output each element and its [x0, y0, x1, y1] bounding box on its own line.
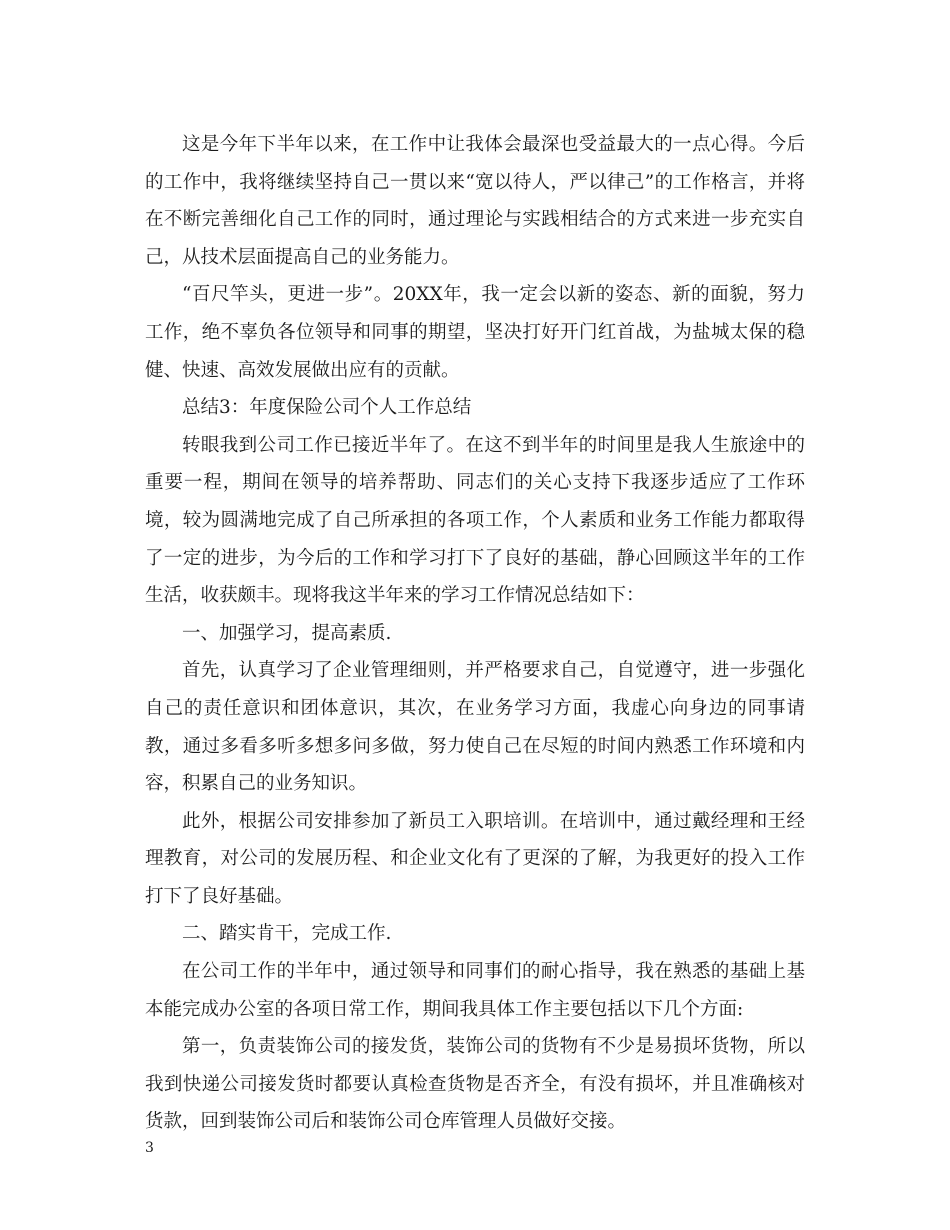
paragraph-2: “百尺竿头，更进一步”。20XX年，我一定会以新的姿态、新的面貌，努力工作，绝不辜负各位领导和同事的期望，坚决打好开门红首战，为盐城太保的稳健、快速、高效发展做出应有的贡献。	[145, 284, 805, 381]
paragraph-6: 首先，认真学习了企业管理细则，并严格要求自己，自觉遵守，进一步强化自己的责任意识和团体意识，其次，在业务学习方面，我虚心向身边的同事请教，通过多看多听多想多问多做，努力使自己在尽短的时间内熟悉工作环境和内容，积累自己的业务知识。	[145, 660, 805, 795]
section-heading-summary-3: 总结3：年度保险公司个人工作总结	[182, 397, 472, 419]
section-heading-2: 二、踏实肯干，完成工作.	[182, 923, 392, 945]
paragraph-7: 此外，根据公司安排参加了新员工入职培训。在培训中，通过戴经理和王经理教育，对公司的发展历程、和企业文化有了更深的了解，为我更好的投入工作打下了良好基础。	[145, 810, 805, 907]
paragraph-10: 第一，负责装饰公司的接发货，装饰公司的货物有不少是易损坏货物，所以我到快递公司接发货时都要认真检查货物是否齐全，有没有损坏，并且准确核对货款，回到装饰公司后和装饰公司仓库管理人员做好交接。	[145, 1036, 805, 1133]
paragraph-1: 这是今年下半年以来，在工作中让我体会最深也受益最大的一点心得。今后的工作中，我将继续坚持自己一贯以来“宽以待人，严以律己”的工作格言，并将在不断完善细化自己工作的同时，通过理论与实践相结合的方式来进一步充实自己，从技术层面提高自己的业务能力。	[145, 134, 805, 268]
paragraph-4: 转眼我到公司工作已接近半年了。在这不到半年的时间里是我人生旅途中的重要一程，期间在领导的培养帮助、同志们的关心支持下我逐步适应了工作环境，较为圆满地完成了自己所承担的各项工作，个人素质和业务工作能力都取得了一定的进步，为今后的工作和学习打下了良好的基础，静心回顾这半年的工作生活，收获颇丰。现将我这半年来的学习工作情况总结如下：	[145, 434, 805, 607]
section-heading-1: 一、加强学习，提高素质.	[182, 622, 392, 644]
paragraph-9: 在公司工作的半年中，通过领导和同事们的耐心指导，我在熟悉的基础上基本能完成办公室的各项日常工作，期间我具体工作主要包括以下几个方面:	[145, 961, 805, 1020]
document-body	[145, 126, 805, 1141]
page-number: 3	[145, 1140, 154, 1156]
